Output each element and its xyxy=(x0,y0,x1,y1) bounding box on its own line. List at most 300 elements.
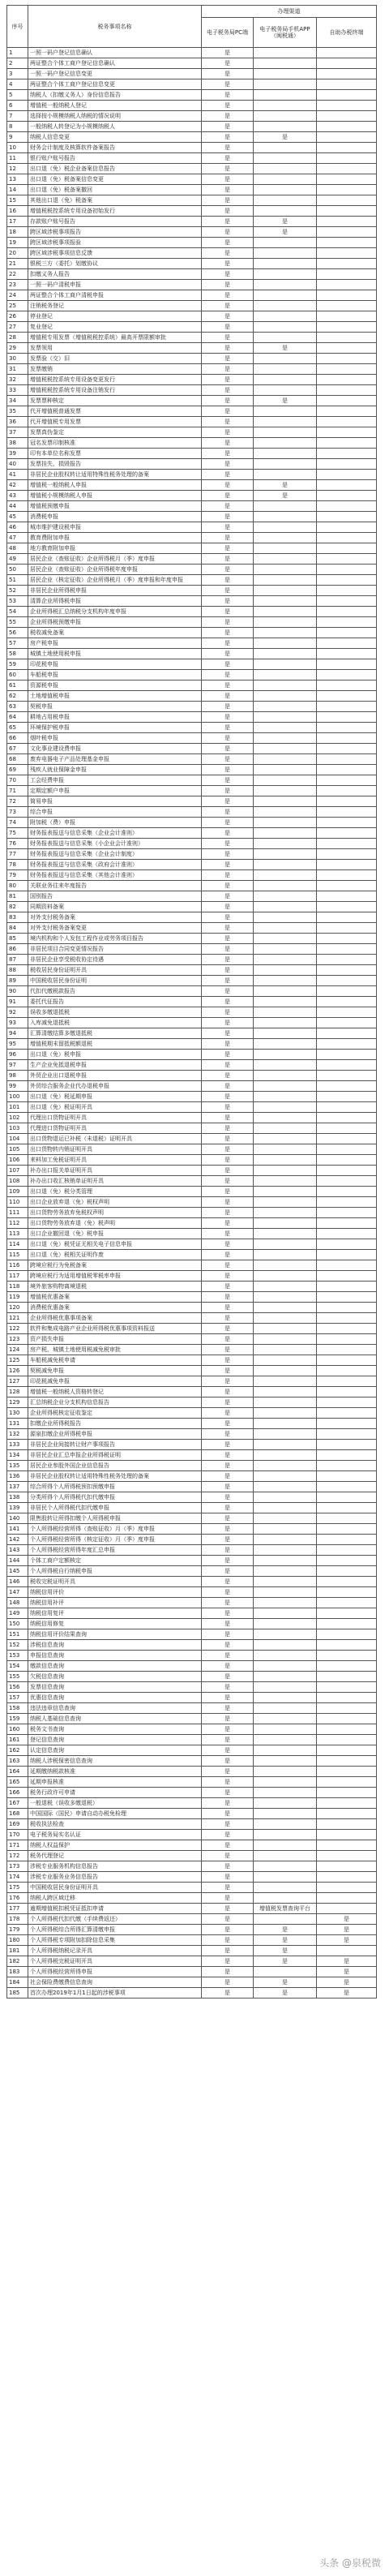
cell-kiosk xyxy=(317,1271,377,1282)
table-row xyxy=(7,1629,377,1640)
cell-kiosk: 是 xyxy=(317,1967,377,1977)
cell-kiosk xyxy=(317,385,377,396)
table-row xyxy=(7,1724,377,1735)
cell-name: 分类所得个人所得税代扣代缴申报 xyxy=(28,1492,202,1503)
table-row xyxy=(7,775,377,786)
cell-name: 跨区域涉税事项信息反馈 xyxy=(28,248,202,259)
table-row xyxy=(7,1376,377,1387)
cell-app xyxy=(254,259,317,269)
table-row xyxy=(7,512,377,522)
cell-app xyxy=(254,554,317,565)
table-row xyxy=(7,1735,377,1745)
cell-kiosk xyxy=(317,1123,377,1134)
table-row xyxy=(7,1703,377,1714)
cell-web: 是 xyxy=(202,1830,254,1840)
cell-index: 157 xyxy=(7,1693,28,1703)
cell-web: 是 xyxy=(202,164,254,174)
table-row xyxy=(7,1018,377,1028)
cell-web: 是 xyxy=(202,217,254,227)
table-row xyxy=(7,881,377,891)
cell-index: 115 xyxy=(7,1250,28,1260)
cell-kiosk xyxy=(317,1492,377,1503)
cell-kiosk xyxy=(317,1693,377,1703)
cell-name: 增值税预缴申报 xyxy=(28,501,202,512)
table-row xyxy=(7,733,377,744)
cell-index: 128 xyxy=(7,1387,28,1397)
cell-kiosk xyxy=(317,1893,377,1904)
table-row xyxy=(7,1229,377,1239)
cell-index: 161 xyxy=(7,1735,28,1745)
cell-index: 156 xyxy=(7,1682,28,1693)
cell-name: 税务代理登记 xyxy=(28,1851,202,1861)
cell-app xyxy=(254,1503,317,1513)
table-row xyxy=(7,385,377,396)
table-row xyxy=(7,543,377,554)
cell-app xyxy=(254,1102,317,1113)
cell-index: 171 xyxy=(7,1840,28,1851)
cell-kiosk xyxy=(317,796,377,807)
cell-index: 149 xyxy=(7,1608,28,1619)
table-row xyxy=(7,1397,377,1408)
cell-name: 银行账户账号报告 xyxy=(28,153,202,164)
cell-app xyxy=(254,385,317,396)
cell-web: 是 xyxy=(202,1408,254,1419)
table-row xyxy=(7,122,377,132)
cell-kiosk xyxy=(317,174,377,185)
cell-index: 72 xyxy=(7,796,28,807)
cell-index: 77 xyxy=(7,849,28,860)
cell-web: 是 xyxy=(202,259,254,269)
cell-kiosk xyxy=(317,1629,377,1640)
cell-app xyxy=(254,1651,317,1661)
cell-kiosk xyxy=(317,1092,377,1102)
table-row xyxy=(7,891,377,902)
cell-index: 174 xyxy=(7,1872,28,1883)
cell-kiosk xyxy=(317,1071,377,1081)
cell-kiosk xyxy=(317,343,377,354)
cell-name: 清算企业所得税申报 xyxy=(28,596,202,607)
table-row xyxy=(7,765,377,775)
cell-name: 财务报表报送与信息采集（企业会计制度） xyxy=(28,849,202,860)
cell-index: 159 xyxy=(7,1714,28,1724)
cell-web: 是 xyxy=(202,839,254,849)
cell-app xyxy=(254,1914,317,1925)
cell-app xyxy=(254,58,317,69)
cell-index: 84 xyxy=(7,923,28,934)
cell-kiosk xyxy=(317,1166,377,1176)
cell-name: 中国税收居民身份证明 xyxy=(28,976,202,986)
cell-web: 是 xyxy=(202,427,254,438)
cell-index: 166 xyxy=(7,1788,28,1798)
cell-kiosk xyxy=(317,575,377,586)
cell-app xyxy=(254,1239,317,1250)
cell-web: 是 xyxy=(202,406,254,417)
table-row xyxy=(7,111,377,122)
cell-name: 残疾人就业保障金申报 xyxy=(28,765,202,775)
cell-index: 107 xyxy=(7,1166,28,1176)
cell-web: 是 xyxy=(202,185,254,195)
cell-name: 补办出口收汇核销单证明开具 xyxy=(28,1176,202,1187)
cell-index: 112 xyxy=(7,1218,28,1229)
cell-kiosk xyxy=(317,1018,377,1028)
cell-app xyxy=(254,501,317,512)
cell-name: 资源税申报 xyxy=(28,680,202,691)
cell-name: 综合申报 xyxy=(28,807,202,818)
table-row xyxy=(7,870,377,881)
cell-kiosk xyxy=(317,69,377,79)
cell-name: 误收多缴退抵税 xyxy=(28,1007,202,1018)
cell-kiosk xyxy=(317,1640,377,1651)
table-row xyxy=(7,1366,377,1376)
cell-kiosk xyxy=(317,1039,377,1050)
cell-kiosk xyxy=(317,206,377,217)
cell-name: 耕地占用税申报 xyxy=(28,712,202,723)
cell-web: 是 xyxy=(202,1629,254,1640)
cell-web: 是 xyxy=(202,638,254,649)
cell-app xyxy=(254,986,317,997)
cell-web: 是 xyxy=(202,1492,254,1503)
cell-kiosk xyxy=(317,1471,377,1482)
cell-kiosk xyxy=(317,290,377,301)
cell-kiosk xyxy=(317,1144,377,1155)
cell-app xyxy=(254,828,317,839)
cell-web: 是 xyxy=(202,1819,254,1830)
cell-app xyxy=(254,596,317,607)
table-row xyxy=(7,1988,377,1999)
cell-app: 是 xyxy=(254,491,317,501)
table-row xyxy=(7,195,377,206)
table-row xyxy=(7,617,377,628)
table-row xyxy=(7,1408,377,1419)
cell-app xyxy=(254,754,317,765)
cell-kiosk: 是 xyxy=(317,1925,377,1935)
cell-index: 22 xyxy=(7,269,28,280)
cell-web: 是 xyxy=(202,670,254,680)
cell-web: 是 xyxy=(202,375,254,385)
cell-index: 54 xyxy=(7,607,28,617)
cell-index: 152 xyxy=(7,1640,28,1651)
table-row xyxy=(7,491,377,501)
table-row xyxy=(7,1028,377,1039)
table-row xyxy=(7,1166,377,1176)
cell-app xyxy=(254,818,317,828)
cell-web: 是 xyxy=(202,280,254,290)
cell-web: 是 xyxy=(202,438,254,449)
cell-web: 是 xyxy=(202,522,254,533)
cell-web: 是 xyxy=(202,1345,254,1355)
cell-name: 优惠信息查询 xyxy=(28,1693,202,1703)
table-row xyxy=(7,786,377,796)
table-row xyxy=(7,1450,377,1461)
cell-index: 74 xyxy=(7,818,28,828)
cell-kiosk xyxy=(317,90,377,101)
cell-index: 169 xyxy=(7,1819,28,1830)
cell-name: 增值税一般纳税人申报 xyxy=(28,480,202,491)
cell-web: 是 xyxy=(202,923,254,934)
cell-app xyxy=(254,79,317,90)
table-row xyxy=(7,69,377,79)
cell-kiosk xyxy=(317,58,377,69)
cell-name: 一般退税（误收多缴退税） xyxy=(28,1798,202,1809)
cell-app xyxy=(254,1756,317,1767)
table-row xyxy=(7,1429,377,1440)
cell-index: 133 xyxy=(7,1440,28,1450)
cell-kiosk xyxy=(317,396,377,406)
cell-web: 是 xyxy=(202,1429,254,1440)
cell-index: 162 xyxy=(7,1745,28,1756)
cell-kiosk xyxy=(317,1619,377,1629)
cell-web: 是 xyxy=(202,712,254,723)
cell-web: 是 xyxy=(202,754,254,765)
cell-app xyxy=(254,1735,317,1745)
cell-web: 是 xyxy=(202,649,254,659)
cell-index: 48 xyxy=(7,543,28,554)
cell-kiosk xyxy=(317,986,377,997)
cell-index: 29 xyxy=(7,343,28,354)
table-row xyxy=(7,1956,377,1967)
cell-kiosk xyxy=(317,1461,377,1471)
cell-kiosk xyxy=(317,1324,377,1334)
cell-app: 是 xyxy=(254,1935,317,1946)
cell-name: 非居民企业所得税申报 xyxy=(28,586,202,596)
cell-app xyxy=(254,101,317,111)
cell-app xyxy=(254,1134,317,1144)
cell-name: 增值税一般纳税人资格转登记 xyxy=(28,1387,202,1397)
cell-app xyxy=(254,354,317,364)
cell-kiosk xyxy=(317,912,377,923)
cell-web: 是 xyxy=(202,1113,254,1123)
table-row xyxy=(7,1883,377,1893)
cell-index: 81 xyxy=(7,891,28,902)
cell-name: 纳税人基础信息查询 xyxy=(28,1714,202,1724)
cell-kiosk xyxy=(317,1155,377,1166)
cell-app xyxy=(254,427,317,438)
cell-web: 是 xyxy=(202,1608,254,1619)
cell-index: 183 xyxy=(7,1967,28,1977)
cell-kiosk xyxy=(317,1429,377,1440)
table-row xyxy=(7,1071,377,1081)
col-header-index: 序号 xyxy=(7,6,28,48)
cell-web: 是 xyxy=(202,543,254,554)
cell-web: 是 xyxy=(202,702,254,712)
cell-web: 是 xyxy=(202,470,254,480)
cell-index: 99 xyxy=(7,1081,28,1092)
table-row xyxy=(7,132,377,143)
cell-web: 是 xyxy=(202,101,254,111)
cell-name: 发票缴销 xyxy=(28,364,202,375)
cell-name: 个人所得税专项附加扣除信息采集 xyxy=(28,1935,202,1946)
table-row xyxy=(7,1745,377,1756)
table-row xyxy=(7,839,377,849)
cell-kiosk xyxy=(317,122,377,132)
cell-kiosk xyxy=(317,754,377,765)
cell-index: 18 xyxy=(7,227,28,238)
cell-kiosk xyxy=(317,828,377,839)
cell-index: 90 xyxy=(7,986,28,997)
cell-app xyxy=(254,533,317,543)
cell-index: 100 xyxy=(7,1092,28,1102)
cell-kiosk xyxy=(317,111,377,122)
table-row xyxy=(7,860,377,870)
cell-name: 非居民个人所得税代扣代缴申报 xyxy=(28,1503,202,1513)
cell-web: 是 xyxy=(202,48,254,58)
table-row xyxy=(7,986,377,997)
table-row xyxy=(7,1218,377,1229)
cell-index: 61 xyxy=(7,680,28,691)
cell-app xyxy=(254,1661,317,1672)
table-row xyxy=(7,1155,377,1166)
cell-name: 一照一码户登记信息变更 xyxy=(28,69,202,79)
cell-index: 119 xyxy=(7,1292,28,1303)
cell-web: 是 xyxy=(202,1577,254,1587)
table-row xyxy=(7,354,377,364)
cell-kiosk xyxy=(317,501,377,512)
cell-app xyxy=(254,364,317,375)
cell-web: 是 xyxy=(202,1883,254,1893)
table-row xyxy=(7,702,377,712)
table-row xyxy=(7,1303,377,1313)
cell-app xyxy=(254,1693,317,1703)
cell-index: 98 xyxy=(7,1071,28,1081)
cell-index: 108 xyxy=(7,1176,28,1187)
cell-web: 是 xyxy=(202,1208,254,1218)
cell-app xyxy=(254,269,317,280)
cell-index: 154 xyxy=(7,1661,28,1672)
cell-kiosk xyxy=(317,522,377,533)
cell-kiosk xyxy=(317,280,377,290)
table-row xyxy=(7,449,377,459)
cell-web: 是 xyxy=(202,1482,254,1492)
cell-web: 是 xyxy=(202,607,254,617)
cell-web: 是 xyxy=(202,501,254,512)
cell-index: 31 xyxy=(7,364,28,375)
cell-app xyxy=(254,1123,317,1134)
cell-kiosk xyxy=(317,1355,377,1366)
cell-index: 144 xyxy=(7,1556,28,1566)
cell-app xyxy=(254,311,317,322)
cell-name: 消费税优惠备案 xyxy=(28,1303,202,1313)
table-row xyxy=(7,1861,377,1872)
cell-web: 是 xyxy=(202,333,254,343)
cell-index: 177 xyxy=(7,1904,28,1914)
cell-web: 是 xyxy=(202,680,254,691)
cell-web: 是 xyxy=(202,1798,254,1809)
cell-web: 是 xyxy=(202,1503,254,1513)
cell-kiosk xyxy=(317,101,377,111)
cell-name: 首次办理2019年1月1日起的涉税事项 xyxy=(28,1988,202,1999)
cell-name: 地方教育附加申报 xyxy=(28,543,202,554)
cell-kiosk xyxy=(317,1102,377,1113)
cell-index: 153 xyxy=(7,1651,28,1661)
cell-app xyxy=(254,691,317,702)
cell-index: 46 xyxy=(7,522,28,533)
cell-name: 出口退（免）税申报 xyxy=(28,1050,202,1060)
table-row xyxy=(7,1809,377,1819)
cell-index: 7 xyxy=(7,111,28,122)
cell-web: 是 xyxy=(202,733,254,744)
cell-index: 44 xyxy=(7,501,28,512)
cell-web: 是 xyxy=(202,1682,254,1693)
cell-web: 是 xyxy=(202,1693,254,1703)
cell-index: 39 xyxy=(7,449,28,459)
cell-app xyxy=(254,1018,317,1028)
cell-index: 37 xyxy=(7,427,28,438)
cell-web: 是 xyxy=(202,69,254,79)
cell-web: 是 xyxy=(202,1809,254,1819)
table-row xyxy=(7,153,377,164)
cell-name: 增值税专用发票（增值税税控系统）最高开票限额审批 xyxy=(28,333,202,343)
cell-name: 城镇土地使用税申报 xyxy=(28,649,202,659)
cell-app xyxy=(254,902,317,912)
cell-web: 是 xyxy=(202,586,254,596)
cell-name: 个体工商户定额核定 xyxy=(28,1556,202,1566)
cell-web: 是 xyxy=(202,870,254,881)
cell-web: 是 xyxy=(202,1134,254,1144)
table-row xyxy=(7,1039,377,1050)
cell-kiosk xyxy=(317,923,377,934)
cell-kiosk xyxy=(317,1651,377,1661)
cell-web: 是 xyxy=(202,311,254,322)
table-row xyxy=(7,1208,377,1218)
cell-name: 增值税优惠备案 xyxy=(28,1292,202,1303)
cell-index: 118 xyxy=(7,1282,28,1292)
cell-web: 是 xyxy=(202,1777,254,1788)
col-header-name: 税务事项名称 xyxy=(28,6,202,48)
cell-web: 是 xyxy=(202,1535,254,1545)
cell-web: 是 xyxy=(202,1060,254,1071)
table-row xyxy=(7,691,377,702)
cell-index: 5 xyxy=(7,90,28,101)
table-row xyxy=(7,565,377,575)
table-row xyxy=(7,1556,377,1566)
cell-index: 142 xyxy=(7,1535,28,1545)
cell-kiosk xyxy=(317,1366,377,1376)
cell-web: 是 xyxy=(202,58,254,69)
cell-kiosk xyxy=(317,870,377,881)
cell-app xyxy=(254,206,317,217)
cell-index: 147 xyxy=(7,1587,28,1598)
cell-app xyxy=(254,1376,317,1387)
cell-app xyxy=(254,1197,317,1208)
cell-name: 烟叶税申报 xyxy=(28,733,202,744)
cell-name: 非居民企业股权转让适用特殊性税务处理的备案 xyxy=(28,470,202,480)
cell-web: 是 xyxy=(202,912,254,923)
cell-app: 是 xyxy=(254,1988,317,1999)
cell-kiosk xyxy=(317,934,377,944)
cell-index: 175 xyxy=(7,1883,28,1893)
cell-kiosk xyxy=(317,691,377,702)
cell-index: 40 xyxy=(7,459,28,470)
cell-index: 104 xyxy=(7,1134,28,1144)
cell-name: 个人所得税综合所得汇算清缴申报 xyxy=(28,1925,202,1935)
cell-web: 是 xyxy=(202,1661,254,1672)
cell-kiosk xyxy=(317,1250,377,1260)
cell-kiosk xyxy=(317,723,377,733)
cell-index: 63 xyxy=(7,702,28,712)
cell-kiosk xyxy=(317,1861,377,1872)
cell-name: 个人所得税代扣代缴（手续费返还） xyxy=(28,1914,202,1925)
cell-web: 是 xyxy=(202,227,254,238)
cell-app xyxy=(254,1640,317,1651)
cell-web: 是 xyxy=(202,1461,254,1471)
cell-web: 是 xyxy=(202,1640,254,1651)
cell-kiosk xyxy=(317,1883,377,1893)
table-row xyxy=(7,1830,377,1840)
cell-app xyxy=(254,543,317,554)
cell-app xyxy=(254,1819,317,1830)
cell-kiosk xyxy=(317,586,377,596)
cell-name: 非居民项目合同变更情况报告 xyxy=(28,944,202,955)
